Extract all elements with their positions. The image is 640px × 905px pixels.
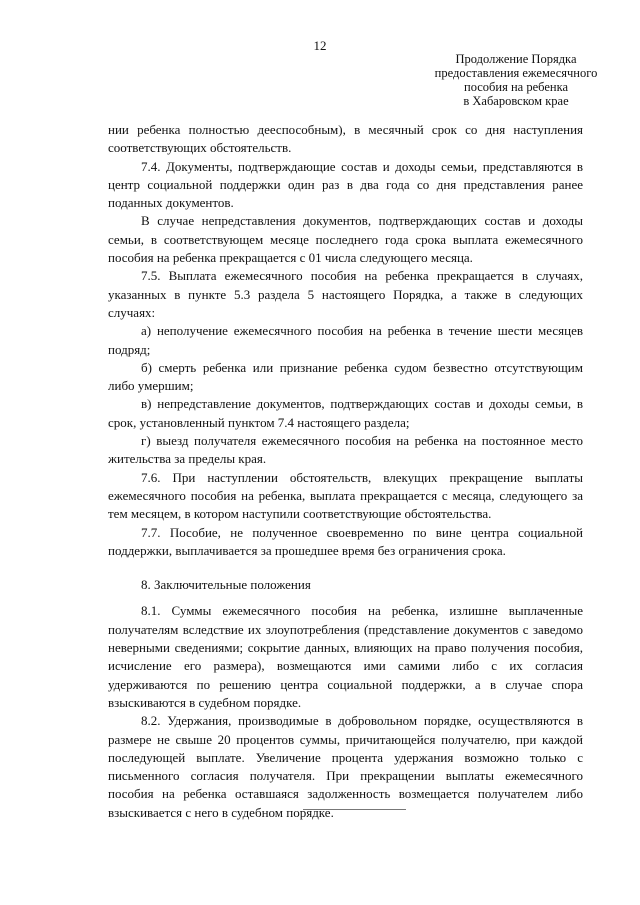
- list-item-a: а) неполучение ежемесячного пособия на ребенка в течение шести месяцев подряд;: [108, 323, 583, 357]
- list-item-g: г) выезд получателя ежемесячного пособия на ребенка на постоянное место жительства за пределы края.: [108, 433, 583, 467]
- continuation-header: [400, 52, 632, 108]
- paragraph-continued: нии ребенка полностью дееспособным), в месячный срок со дня наступления соответствующих обстоятельств.: [108, 122, 583, 156]
- paragraph-7-4-non-submission: В случае непредставления документов, подтверждающих состав и доходы семьи, в соответствующем месяце последнего года срока выплата ежемесячного пособия на ребенка прекращается с 01 числа следующего месяца.: [108, 213, 583, 266]
- list-item-b: б) смерть ребенка или признание ребенка судом безвестно отсутствующим либо умершим;: [108, 359, 583, 394]
- header-line: в Хабаровском крае: [463, 94, 569, 108]
- page-number: 12: [313, 38, 327, 53]
- header-line: предоставления ежемесячного: [434, 66, 598, 80]
- paragraph-7-4: 7.4. Документы, подтверждающие состав и доходы семьи, представляются в центр социальной поддержки один раз в два года со дня представления ранее поданных документов.: [108, 158, 583, 211]
- paragraph-7-6: 7.6. При наступлении обстоятельств, влекущих прекращение выплаты ежемесячного пособия на ребенка, выплата прекращается с месяца, следующего за тем месяцем, в котором наступили соответствующие обстоятельства.: [108, 469, 583, 522]
- paragraph-8-1: 8.1. Суммы ежемесячного пособия на ребенка, излишне выплаченные получателям вследствие их злоупотребления (представление документов с заведомо неверными сведениями; сокрытие данных, влияющих на право получения пособия, исчисление его размера), возмещаются ими самими либо с их согласия удерживаются по решению центра социальной поддержки, а в случае спора взыскиваются в судебном порядке.: [108, 603, 583, 710]
- paragraph-7-7: 7.7. Пособие, не полученное своевременно по вине центра социальной поддержки, выплачивается за прошедшее время без ограничения срока.: [108, 524, 583, 558]
- paragraph-7-5: 7.5. Выплата ежемесячного пособия на ребенка прекращается в случаях, указанных в пункте 5.3 раздела 5 настоящего Порядка, а также в следующих случаях:: [108, 268, 583, 320]
- paragraph-8-2: 8.2. Удержания, производимые в добровольном порядке, осуществляются в размере не свыше 20 процентов суммы, причитающейся получателю, при каждой последующей выплате. Увеличение процента удержания возможно только с письменного согласия получателя. При прекращении выплаты ежемесячного пособия на ребенка оставшаяся задолженность возмещается получателем либо взыскивается с него в судебном порядке.: [108, 713, 583, 820]
- header-line: Продолжение Порядка: [455, 52, 577, 66]
- list-item-v: в) непредставление документов, подтверждающих состав и доходы семьи, в срок, установленный пунктом 7.4 настоящего раздела;: [108, 396, 583, 430]
- header-line: пособия на ребенка: [464, 80, 568, 94]
- section-heading: 8. Заключительные положения: [141, 577, 311, 593]
- end-divider: [303, 809, 406, 810]
- document-body: [108, 121, 583, 822]
